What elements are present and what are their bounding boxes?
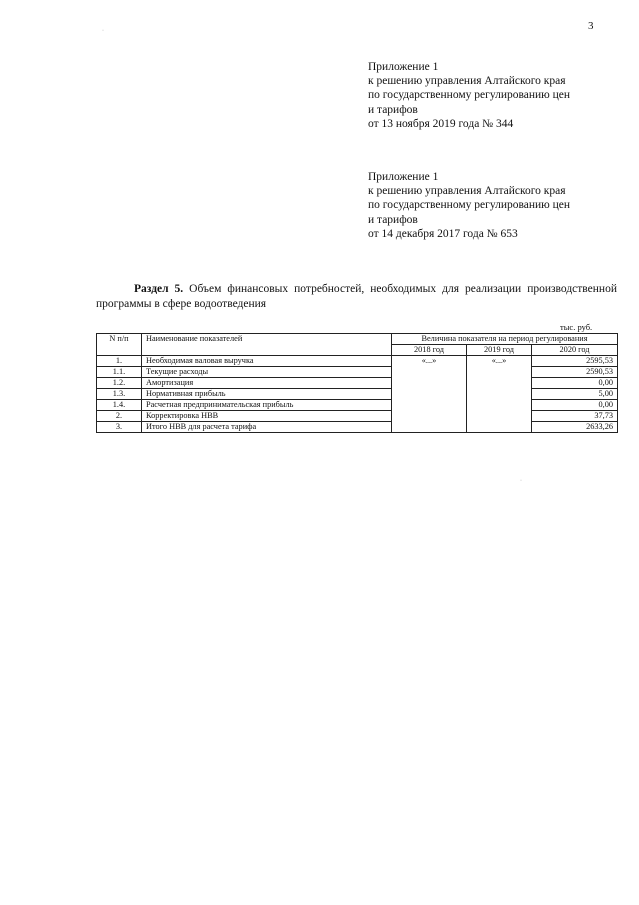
table-row bbox=[97, 422, 618, 433]
appendix-line: и тарифов bbox=[368, 103, 418, 116]
row-value-2020: 0,00 bbox=[532, 378, 618, 389]
units-label: тыс. руб. bbox=[560, 322, 593, 332]
section-heading bbox=[96, 282, 617, 311]
row-value-2020: 2590,53 bbox=[532, 367, 618, 378]
appendix-line: Приложение 1 bbox=[368, 61, 439, 73]
row-value-2020: 0,00 bbox=[532, 400, 618, 411]
row-name: Нормативная прибыль bbox=[142, 389, 392, 400]
appendix-line: от 13 ноября 2019 года № 344 bbox=[368, 117, 514, 130]
table-row bbox=[97, 378, 618, 389]
header-year-2019: 2019 год bbox=[467, 345, 532, 356]
appendix-line: и тарифов bbox=[368, 213, 418, 226]
header-year-2020: 2020 год bbox=[532, 345, 618, 356]
row-value-2020: 2595,53 bbox=[532, 356, 618, 367]
header-period: Величина показателя на период регулирования bbox=[392, 334, 618, 345]
appendix-line: по государственному регулированию цен bbox=[368, 89, 571, 102]
row-value-2020: 37,73 bbox=[532, 411, 618, 422]
appendix-block-current bbox=[368, 60, 618, 131]
appendix-block-original bbox=[368, 170, 618, 241]
row-value-2020: 2633,26 bbox=[532, 422, 618, 433]
table-row bbox=[97, 356, 618, 367]
appendix-line: от 14 декабря 2017 года № 653 bbox=[368, 227, 518, 240]
table-row bbox=[97, 411, 618, 422]
row-name: Корректировка НВВ bbox=[142, 411, 392, 422]
section-label: Раздел 5. bbox=[134, 283, 184, 295]
scan-speck: · bbox=[520, 478, 522, 484]
table-row bbox=[97, 400, 618, 411]
table-row bbox=[97, 367, 618, 378]
row-num: 1.3. bbox=[97, 389, 142, 400]
row-name: Расчетная предпринимательская прибыль bbox=[142, 400, 392, 411]
appendix-line: к решению управления Алтайского края bbox=[368, 75, 566, 88]
appendix-line: по государственному регулированию цен bbox=[368, 199, 571, 212]
row-name: Итого НВВ для расчета тарифа bbox=[142, 422, 392, 433]
merged-value-2018: «...» bbox=[392, 356, 467, 433]
header-num: N п/п bbox=[97, 334, 142, 356]
row-num: 3. bbox=[97, 422, 142, 433]
section-text: Объем финансовых потребностей, необходимых для реализации производственной программы в сфере водоотведения bbox=[96, 283, 617, 310]
appendix-line: к решению управления Алтайского края bbox=[368, 185, 566, 198]
merged-value-2019: «...» bbox=[467, 356, 532, 433]
row-name: Текущие расходы bbox=[142, 367, 392, 378]
row-num: 1.1. bbox=[97, 367, 142, 378]
header-year-2018: 2018 год bbox=[392, 345, 467, 356]
table-header-row bbox=[97, 334, 618, 345]
appendix-line: Приложение 1 bbox=[368, 171, 439, 183]
row-name: Амортизация bbox=[142, 378, 392, 389]
row-num: 1. bbox=[97, 356, 142, 367]
page-number: 3 bbox=[588, 20, 594, 32]
row-num: 1.4. bbox=[97, 400, 142, 411]
header-name: Наименование показателей bbox=[142, 334, 392, 356]
row-value-2020: 5,00 bbox=[532, 389, 618, 400]
row-num: 2. bbox=[97, 411, 142, 422]
row-name: Необходимая валовая выручка bbox=[142, 356, 392, 367]
table-row bbox=[97, 389, 618, 400]
row-num: 1.2. bbox=[97, 378, 142, 389]
scan-speck: · bbox=[102, 28, 104, 34]
financial-needs-table bbox=[96, 333, 618, 433]
